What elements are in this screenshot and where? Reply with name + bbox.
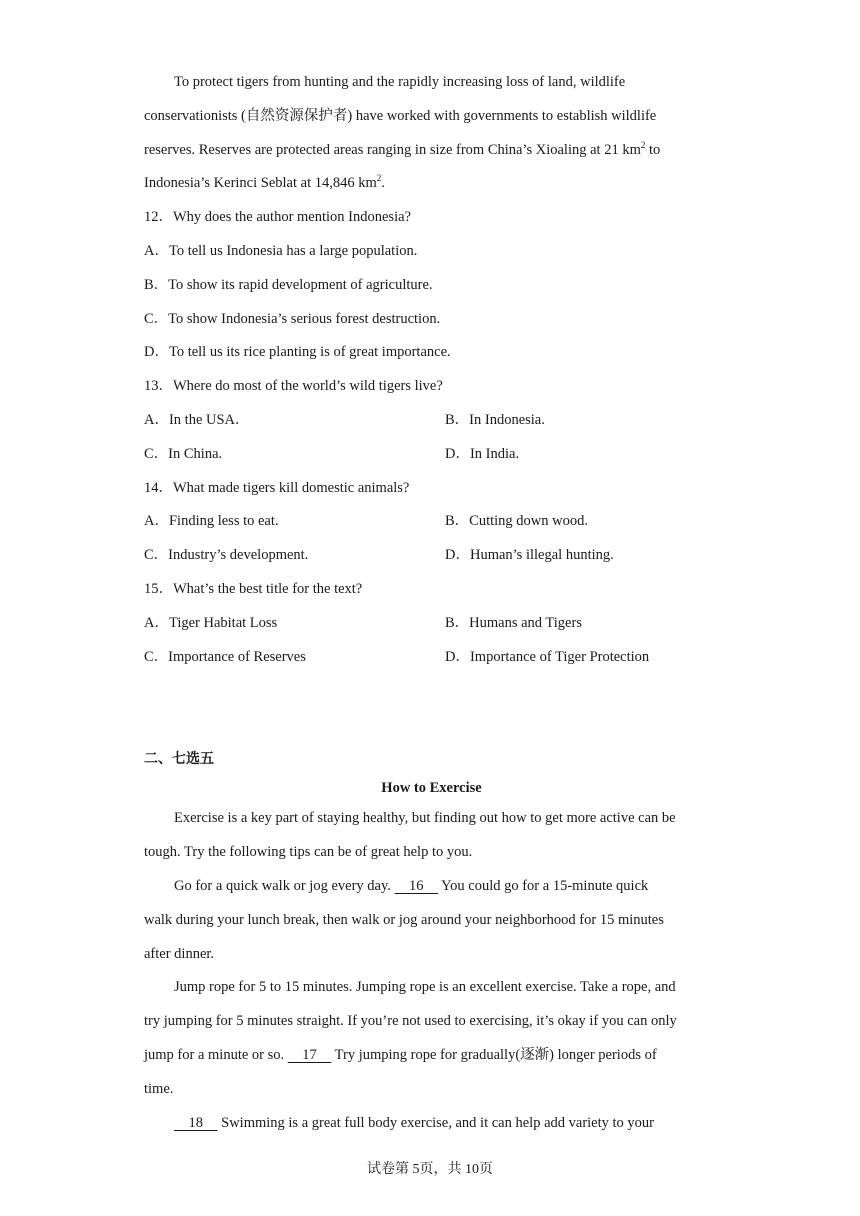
question-stem: 15．What’s the best title for the text? xyxy=(144,580,363,597)
option: D．To tell us its rice planting is of great importance. xyxy=(144,344,451,361)
question-stem: 12．Why does the author mention Indonesia? xyxy=(144,209,411,226)
option: A．Finding less to eat. xyxy=(144,513,279,530)
option: B．Cutting down wood. xyxy=(445,513,588,530)
option: B．To show its rapid development of agriculture. xyxy=(144,276,433,293)
page-footer: 试卷第 5页，共 10页 xyxy=(367,1162,493,1177)
option: B．In Indonesia. xyxy=(445,411,545,428)
passage-line: Jump rope for 5 to 15 minutes. Jumping rope is an excellent exercise. Take a rope, and xyxy=(174,979,676,996)
passage-line: To protect tigers from hunting and the rapidly increasing loss of land, wildlife xyxy=(174,74,626,90)
passage-line: after dinner. xyxy=(144,945,215,962)
question-stem: 13．Where do most of the world’s wild tigers live? xyxy=(144,378,443,395)
option: C．Importance of Reserves xyxy=(144,648,306,665)
exam-page xyxy=(144,66,719,1140)
section-heading: 二、七选五 xyxy=(144,751,214,768)
answer-blank-16[interactable]: 16 xyxy=(394,877,439,894)
option: B．Humans and Tigers xyxy=(445,614,582,631)
passage-line: try jumping for 5 minutes straight. If you’re not used to exercising, it’s okay if you can only xyxy=(144,1013,677,1030)
answer-blank-18[interactable]: 18 xyxy=(174,1114,218,1131)
option-row xyxy=(144,438,719,472)
passage-title: How to Exercise xyxy=(381,780,482,797)
passage-line: Indonesia’s Kerinci Seblat at 14,846 $km^2$. xyxy=(144,173,385,192)
option: C．To show Indonesia’s serious forest destruction. xyxy=(144,310,441,327)
passage-line: Exercise is a key part of staying healthy, but finding out how to get more active can be xyxy=(174,810,676,827)
option: C．Industry’s development. xyxy=(144,547,309,564)
passage-line: reserves. Reserves are protected areas ranging in size from China’s Xioaling at 21 $km^2$ to xyxy=(144,139,661,158)
option: D．Human’s illegal hunting. xyxy=(445,547,614,564)
passage-line: conservationists (自然资源保护者) have worked with governments to establish wildlife xyxy=(144,107,657,124)
passage-line: tough. Try the following tips can be of great help to you. xyxy=(144,844,473,861)
option: C．In China. xyxy=(144,445,223,462)
option-row xyxy=(144,607,719,641)
superscript: 2 xyxy=(376,173,382,184)
option-row xyxy=(144,539,719,573)
passage-line: time. xyxy=(144,1080,174,1097)
spacer xyxy=(144,674,719,744)
option: A．In the USA． xyxy=(144,411,250,428)
option-row xyxy=(144,641,719,675)
passage-line: jump for a minute or so. 17 Try jumping rope for gradually(逐渐) longer periods of xyxy=(144,1046,657,1063)
passage-line: 18 Swimming is a great full body exercise, and it can help add variety to your xyxy=(174,1114,654,1131)
superscript: 2 xyxy=(640,139,646,150)
option-row xyxy=(144,404,719,438)
option: A．Tiger Habitat Loss xyxy=(144,614,278,631)
answer-blank-17[interactable]: 17 xyxy=(287,1046,332,1063)
passage-line: Go for a quick walk or jog every day. 16 You could go for a 15-minute quick xyxy=(174,877,649,894)
option: D．In India. xyxy=(445,445,520,462)
passage-line: walk during your lunch break, then walk or jog around your neighborhood for 15 minutes xyxy=(144,911,664,928)
option: A．To tell us Indonesia has a large population. xyxy=(144,242,418,259)
option: D．Importance of Tiger Protection xyxy=(445,648,650,665)
question-stem: 14．What made tigers kill domestic animals? xyxy=(144,479,410,496)
option-row xyxy=(144,505,719,539)
